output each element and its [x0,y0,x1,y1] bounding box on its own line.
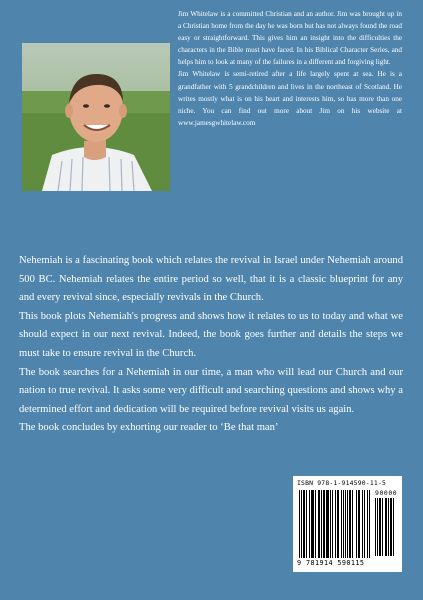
barcode-bar [341,490,342,558]
barcode-bar [330,490,331,558]
barcode-bar [352,490,353,558]
barcode-bar [303,490,305,558]
barcode-bar [393,498,394,556]
isbn-text: ISBN 978-1-914590-11-5 [297,479,387,487]
bio-paragraph-1: Jim Whitelaw is a committed Christian and an author. Jim was brought up in a Christian home from the day he was born but has not always found the road easy or straightforward. This gives him an insight into the difficulties the characters in the Bible must have faced. In his Biblical Character Series, and helps him to look at many of the failures in a different and forgiving light. [178,10,402,67]
barcode-bar [369,490,370,558]
price-code: 90000 [375,489,398,497]
barcode-bar [347,490,348,558]
barcode-bar [321,490,322,558]
barcode-bar [364,490,365,558]
barcode-bar [377,498,378,556]
barcode-bar [362,490,363,558]
bio-paragraph-2: Jim Whitelaw is semi-retired after a life largely spent at sea. He is a grandfather with 5 grandchildren and lives in the northeast of Scotland. He writes mostly what is on his heart and interests him, so has more than one niche. You can find out more about Jim on his website at www.jamesgwhitelaw.com [178,70,402,127]
ean-digits: 9 781914 590115 [297,559,365,567]
barcode-bar [367,490,368,558]
barcode-bar [375,498,376,556]
barcode-bar [382,498,383,556]
barcode-bar [345,490,346,558]
barcode-bar [326,490,329,558]
blurb-paragraph-2: This book plots Nehemiah's progress and shows how it relates to us to today and what we should expect in our next revival. Indeed, the book goes further and details the steps we must take to ensure revival in the Church. [19,310,403,359]
barcode-bar [385,498,387,556]
barcode-bar [379,498,381,556]
barcode-bar [299,490,300,558]
author-bio [178,8,402,129]
barcode-bar [390,498,392,556]
blurb-paragraph-3: The book searches for a Nehemiah in our time, a man who will lead our Church and our nation to true revival. It asks some very difficult and searching questions and shows why a determined effort and dedication will be required before revival visits us again. [19,366,403,415]
author-photo [22,43,170,191]
barcode-bar [311,490,314,558]
barcode-bar [332,490,333,558]
isbn-barcode [293,476,402,572]
barcode-bar [388,498,389,556]
barcode-bar [343,490,344,558]
barcode-bar [358,490,360,558]
barcode-bar [349,490,351,558]
price-code-bars [375,498,397,558]
barcode-bar [315,490,316,558]
barcode-bar [318,490,320,558]
barcode-bars [299,490,371,560]
blurb-paragraph-4: The book concludes by exhorting our reader to ‘Be that man’ [19,422,279,434]
barcode-bar [323,490,325,558]
barcode-bar [356,490,357,558]
barcode-bar [337,490,339,558]
book-blurb [19,252,403,438]
barcode-bar [306,490,307,558]
blurb-paragraph-1: Nehemiah is a fascinating book which relates the revival in Israel under Nehemiah around 500 BC. Nehemiah relates the entire period so well, that it is a classic blueprint for any and every revival since, especially revivals in the Church. [19,255,403,304]
author-portrait-icon [22,43,170,191]
barcode-bar [301,490,302,558]
barcode-bar [309,490,310,558]
barcode-bar [335,490,336,558]
